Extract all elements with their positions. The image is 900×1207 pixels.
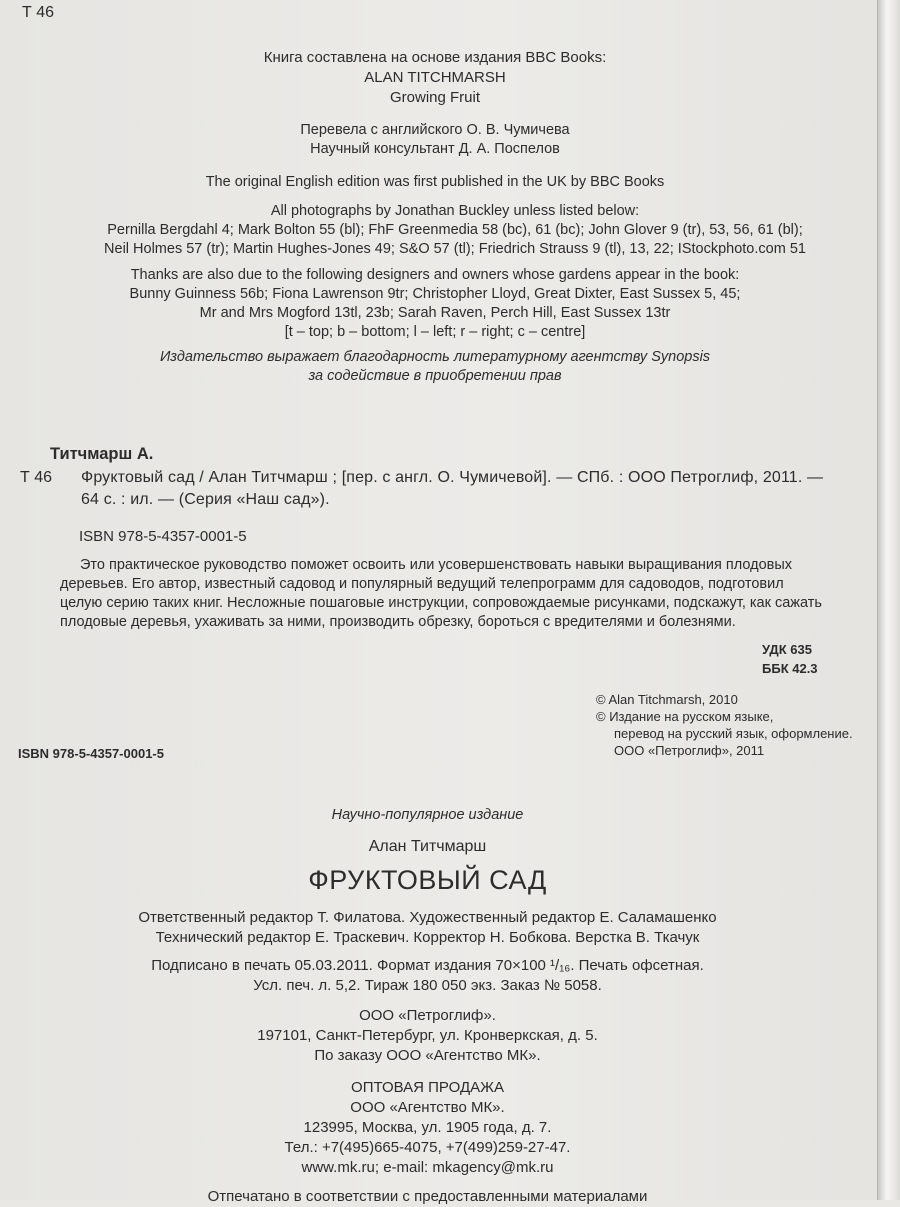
original-title: Growing Fruit — [389, 89, 481, 106]
translator: Перевела с английского О. В. Чумичева — [300, 122, 570, 138]
editors-line: Ответственный редактор Т. Филатова. Художественный редактор Е. Саламашенко — [138, 909, 717, 926]
copyright-line: © Издание на русском языке, — [596, 709, 774, 724]
wholesale-info — [0, 1078, 855, 1178]
photo-credits-line: Neil Holmes 57 (tr); Martin Hughes-Jones 49; S&O 57 (tl); Friedrich Strauss 9 (tl), 13, 22; IStockphoto.com 51 — [104, 241, 806, 257]
publisher-info — [0, 1006, 855, 1066]
corner-code: Т 46 — [22, 4, 55, 21]
original-edition-note: The original English edition was first published in the UK by BBC Books — [205, 174, 665, 190]
wholesale-company: ООО «Агентство МК». — [350, 1099, 505, 1116]
annotation — [60, 556, 860, 632]
page-edge — [877, 0, 900, 1200]
phone-numbers: Тел.: +7(495)665-4075, +7(499)259-27-47. — [284, 1139, 571, 1156]
print-details-line: Подписано в печать 05.03.2011. Формат издания 70×100 ¹/₁₆. Печать офсетная. — [151, 957, 704, 974]
editors-line: Технический редактор Е. Траскевич. Корректор Н. Бобкова. Верстка В. Ткачук — [155, 929, 700, 946]
print-details — [0, 956, 855, 996]
print-details-line: Усл. печ. л. 5,2. Тираж 180 050 экз. Заказ № 5058. — [253, 977, 602, 994]
photo-credits-line: All photographs by Jonathan Buckley unless listed below: — [270, 203, 640, 219]
wholesale-address: 123995, Москва, ул. 1905 года, д. 7. — [303, 1119, 552, 1136]
catalog-author-heading: Титчмарш А. — [50, 445, 154, 463]
imprint-title: ФРУКТОВЫЙ САД — [308, 865, 547, 895]
annotation-line: плодовые деревья, ухаживать за ними, производить обрезку, бороться с вредителями и болезнями. — [60, 614, 736, 630]
bbk-code: ББК 42.3 — [762, 661, 818, 676]
annotation-line: Это практическое руководство поможет освоить или усовершенствовать навыки выращивания плодовых — [80, 557, 793, 573]
web-contacts: www.mk.ru; e-mail: mkagency@mk.ru — [301, 1159, 554, 1176]
imprint-author: Алан Титчмарш — [368, 838, 487, 855]
thanks-line: Bunny Guinness 56b; Fiona Lawrenson 9tr; Christopher Lloyd, Great Dixter, East Sussex 5, 45; — [129, 286, 741, 302]
source-edition: Книга составлена на основе издания BBC Books: — [263, 49, 607, 66]
copyright-line: ООО «Петроглиф», 2011 — [614, 743, 765, 758]
catalog-description — [81, 467, 841, 511]
thanks-line: Thanks are also due to the following designers and owners whose gardens appear in the book: — [130, 267, 740, 283]
order-note: По заказу ООО «Агентство МК». — [314, 1047, 541, 1064]
copyright-block — [596, 691, 853, 759]
copyright-line: © Alan Titchmarsh, 2010 — [596, 692, 738, 707]
print-note-cutoff: Отпечатано в соответствии с предоставленными материалами — [207, 1188, 648, 1205]
publisher-thanks-line: Издательство выражает благодарность литературному агентству Synopsis — [159, 349, 711, 365]
copyright-line: перевод на русский язык, оформление. — [614, 726, 853, 741]
thanks-line: [t – top; b – bottom; l – left; r – right; c – centre] — [284, 324, 586, 340]
wholesale-heading: ОПТОВАЯ ПРОДАЖА — [351, 1079, 504, 1096]
udk-code: УДК 635 — [762, 642, 812, 657]
garden-thanks — [0, 266, 870, 342]
publisher-thanks — [0, 348, 870, 386]
edition-type: Научно-популярное издание — [331, 807, 524, 823]
photo-credits-line: Pernilla Bergdahl 4; Mark Bolton 55 (bl); FhF Greenmedia 58 (bc), 61 (bc); John Glover 9 (tr), 53, 56, 61 (bl); — [107, 222, 803, 238]
catalog-description-line: 64 с. : ил. — (Серия «Наш сад»). — [81, 491, 330, 508]
original-author: ALAN TITCHMARSH — [364, 69, 506, 86]
catalog-description-line: Фруктовый сад / Алан Титчмарш ; [пер. с англ. О. Чумичевой]. — СПб. : ООО Петроглиф, 2011. — — [81, 469, 824, 486]
credits-block — [0, 48, 870, 108]
catalog-code: Т 46 — [20, 469, 53, 486]
photo-credits — [0, 202, 900, 259]
annotation-line: целую серию таких книг. Несложные пошаговые инструкции, сопровождаемые рисунками, подскажут, как сажать — [60, 595, 822, 611]
annotation-line: деревьев. Его автор, известный садовод и популярный ведущий телепрограмм для садоводов, подготовил — [60, 576, 784, 592]
translation-credits — [0, 121, 870, 159]
publisher-address: 197101, Санкт-Петербург, ул. Кронверкская, д. 5. — [257, 1027, 598, 1044]
thanks-line: Mr and Mrs Mogford 13tl, 23b; Sarah Raven, Perch Hill, East Sussex 13tr — [199, 305, 671, 321]
editors — [0, 908, 855, 948]
publisher-thanks-line: за содействие в приобретении прав — [308, 368, 562, 384]
publisher-name: ООО «Петроглиф». — [359, 1007, 496, 1024]
consultant: Научный консультант Д. А. Поспелов — [310, 141, 560, 157]
isbn-left: ISBN 978-5-4357-0001-5 — [18, 746, 164, 761]
catalog-isbn: ISBN 978-5-4357-0001-5 — [79, 528, 247, 545]
